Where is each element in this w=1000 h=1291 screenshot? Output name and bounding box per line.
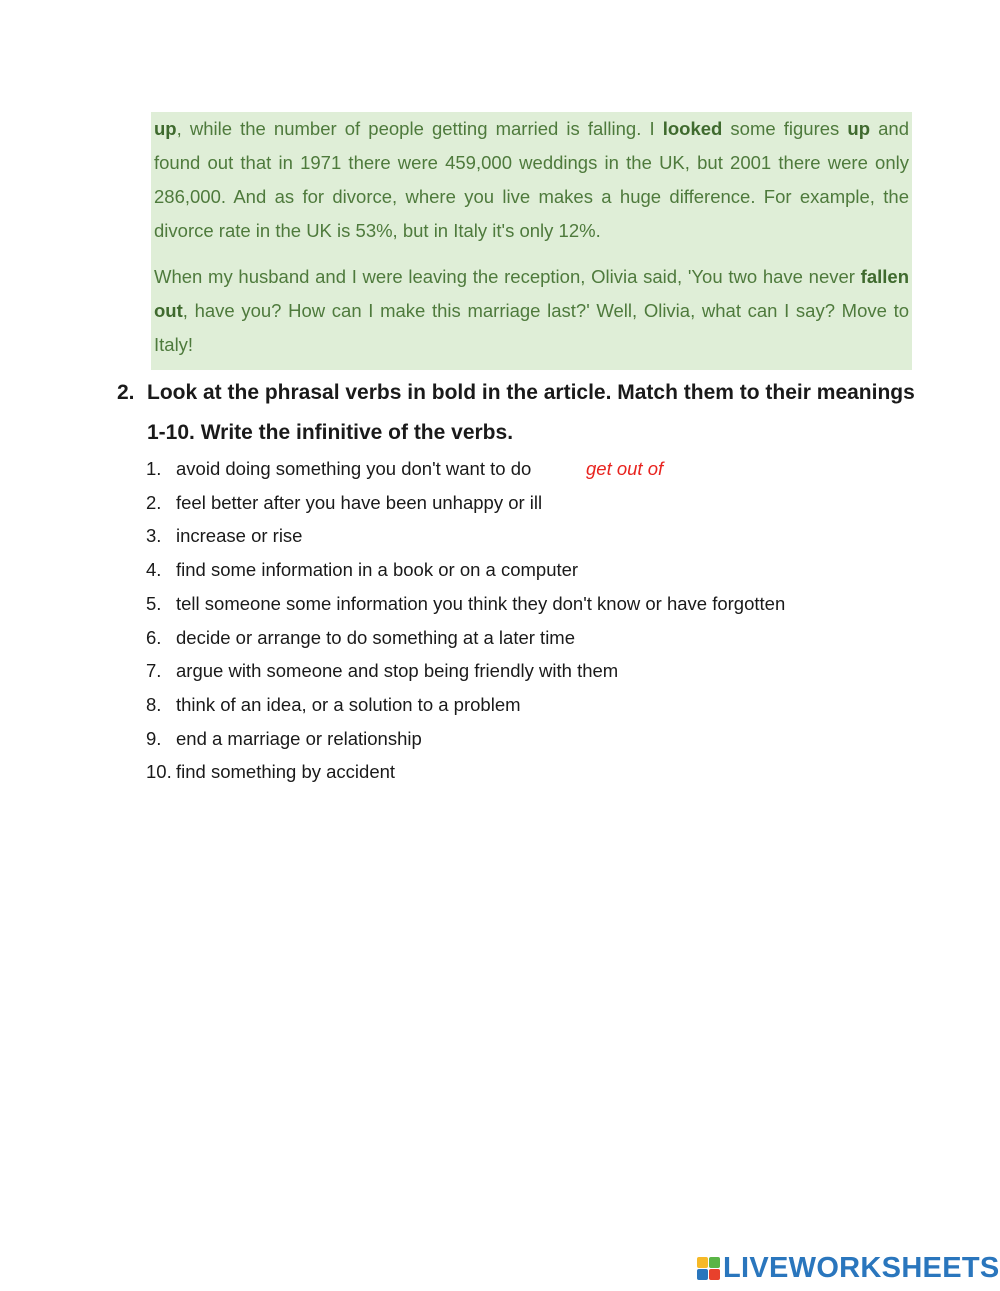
article-excerpt — [151, 112, 912, 370]
item-text: end a marriage or relationship — [176, 727, 422, 749]
answer-field[interactable]: get out of — [586, 458, 664, 479]
meaning-item — [146, 553, 946, 587]
item-text: tell someone some information you think they don't know or have forgotten — [176, 592, 786, 614]
meaning-item — [146, 688, 946, 722]
item-text: find something by accident — [176, 761, 396, 783]
item-text: avoid doing something you don't want to do — [176, 458, 532, 479]
item-number: 9. — [146, 727, 162, 749]
logo-square — [709, 1269, 720, 1280]
phrasal-verb-bold: looked — [662, 118, 723, 139]
meaning-item — [146, 755, 946, 789]
item-number: 4. — [146, 559, 162, 581]
liveworksheets-brand — [697, 1254, 1000, 1283]
article-text: , while the number of people getting married is falling. I — [176, 118, 663, 139]
item-text: argue with someone and stop being friendly with them — [176, 660, 619, 682]
logo-square — [697, 1269, 708, 1280]
item-number: 7. — [146, 660, 162, 682]
phrasal-verb-bold: fallen out — [154, 266, 909, 321]
question-text: Look at the phrasal verbs in bold in the article. Match them to their meanings 1-10. Write the infinitive of the verbs. — [147, 381, 915, 444]
article-text: some figures — [722, 118, 848, 139]
meaning-item — [146, 654, 946, 688]
item-text: find some information in a book or on a computer — [176, 559, 579, 581]
liveworksheets-logo-icon — [697, 1257, 720, 1280]
logo-square — [709, 1257, 720, 1268]
meaning-item — [146, 587, 946, 621]
item-number: 1. — [146, 458, 162, 479]
meaning-item — [146, 621, 946, 655]
item-number: 3. — [146, 525, 162, 547]
article-text: , have you? How can I make this marriage last?' Well, Olivia, what can I say? Move to Italy! — [154, 300, 909, 355]
item-text: feel better after you have been unhappy or ill — [176, 491, 543, 513]
article-text: When my husband and I were leaving the reception, Olivia said, 'You two have never — [154, 266, 861, 287]
phrasal-verb-bold: up — [154, 118, 177, 139]
article-paragraph-2 — [154, 260, 909, 362]
meaning-item — [146, 519, 946, 553]
item-number: 5. — [146, 592, 162, 614]
question-number: 2. — [117, 381, 135, 404]
question-2 — [117, 373, 917, 453]
article-paragraph-1 — [154, 112, 909, 248]
article-text: and found out that in 1971 there were 459,000 weddings in the UK, but 2001 there were only 286,000. And as for divorce, where you live makes a huge difference. For example, the divorce rate in the UK is 53%, but in Italy it's only 12%. — [154, 118, 909, 241]
item-number: 10. — [146, 761, 172, 783]
item-number: 2. — [146, 491, 162, 513]
item-text: decide or arrange to do something at a later time — [176, 626, 576, 648]
meaning-item — [146, 452, 946, 486]
meaning-item — [146, 486, 946, 520]
logo-square — [697, 1257, 708, 1268]
brand-name: LIVEWORKSHEETS — [723, 1252, 1000, 1284]
item-text: think of an idea, or a solution to a problem — [176, 693, 521, 715]
meanings-list — [146, 452, 946, 789]
item-number: 8. — [146, 693, 162, 715]
phrasal-verb-bold: up — [847, 118, 871, 139]
item-number: 6. — [146, 626, 162, 648]
meaning-item — [146, 722, 946, 756]
item-text: increase or rise — [176, 525, 303, 547]
